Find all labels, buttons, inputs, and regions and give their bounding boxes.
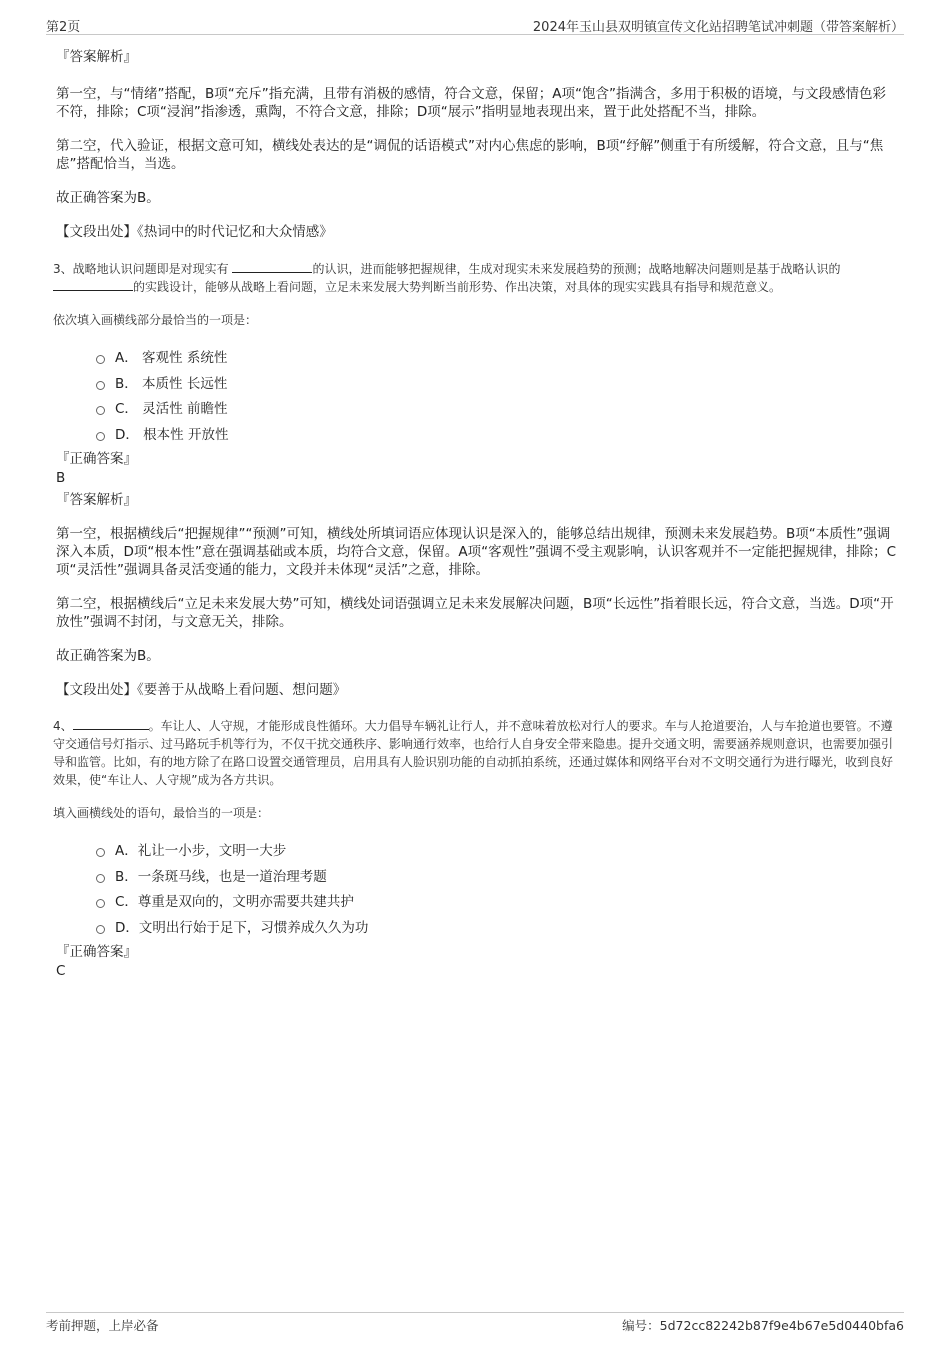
radio-icon[interactable] [96, 355, 105, 364]
q2-analysis-paragraph-1: 第一空，与“情绪”搭配，B项“充斥”指充满，且带有消极的感情，符合文意，保留；A项“饱含”指满含，多用于积极的语境，与文段感情色彩不符，排除；C项“浸润”指渗透，熏陶，不符合文意，排除；D项“展示”指明显地表现出来，置于此处搭配不当，排除。 [56, 86, 886, 120]
q4-option-a[interactable]: A．礼让一小步，文明一大步 [56, 839, 898, 865]
q4-option-b[interactable]: B．一条斑马线，也是一道治理考题 [56, 865, 898, 891]
q4-option-c[interactable]: C．尊重是双向的，文明亦需要共建共护 [56, 890, 898, 916]
q2-analysis-paragraph-2: 第二空，代入验证，根据文意可知，横线处表达的是“调侃的话语模式”对内心焦虑的影响，B项“纾解”侧重于有所缓解，符合文意，且与“焦虑”搭配恰当，当选。 [56, 138, 884, 172]
q2-source: 【文段出处】《热词中的时代记忆和大众情感》 [56, 224, 333, 240]
document-body [53, 44, 898, 980]
q4-blank [73, 717, 149, 730]
q3-answer: B [56, 470, 66, 486]
q2-conclusion: 故正确答案为B。 [56, 190, 160, 206]
q3-blank-1 [232, 260, 312, 273]
q3-analysis-paragraph-2: 第二空，根据横线后“立足未来发展大势”可知，横线处词语强调立足未来发展解决问题，B项“长远性”指着眼长远，符合文意，当选。D项“开放性”强调不封闭，与文意无关，排除。 [56, 596, 894, 630]
q3-option-c[interactable]: C． 灵活性 前瞻性 [56, 397, 898, 423]
q4-stem [53, 717, 898, 789]
q4-stem-part-1: 4、 [53, 719, 73, 733]
q4-option-d[interactable]: D．文明出行始于足下，习惯养成久久为功 [56, 916, 898, 942]
q4-prompt: 填入画横线处的语句，最恰当的一项是： [53, 806, 270, 820]
q3-options [56, 346, 898, 448]
q3-analysis-heading: 『答案解析』 [56, 492, 137, 508]
radio-icon[interactable] [96, 432, 105, 441]
radio-icon[interactable] [96, 874, 105, 883]
radio-icon[interactable] [96, 899, 105, 908]
q3-option-a[interactable]: A． 客观性 系统性 [56, 346, 898, 372]
radio-icon[interactable] [96, 848, 105, 857]
q3-stem-part-3: 的实践设计，能够从战略上看问题，立足未来发展大势判断当前形势、作出决策，对具体的现实实践具有指导和规范意义。 [133, 280, 782, 294]
radio-icon[interactable] [96, 406, 105, 415]
q3-stem-part-2: 的认识，进而能够把握规律，生成对现实未来发展趋势的预测；战略地解决问题则是基于战略认识的 [312, 262, 841, 276]
q3-blank-2 [53, 278, 133, 291]
page-footer [46, 1312, 904, 1335]
radio-icon[interactable] [96, 925, 105, 934]
q4-options [56, 839, 898, 941]
q3-option-d[interactable]: D． 根本性 开放性 [56, 423, 898, 449]
q2-analysis-heading: 『答案解析』 [56, 49, 137, 65]
q3-answer-heading: 『正确答案』 [56, 451, 137, 467]
footer-slogan: 考前押题，上岸必备 [46, 1318, 159, 1333]
document-id: 编号：5d72cc82242b87f9e4b67e5d0440bfa6 [622, 1318, 904, 1333]
q3-analysis-paragraph-1: 第一空，根据横线后“把握规律”“预测”可知，横线处所填词语应体现认识是深入的，能够总结出规律，预测未来发展趋势。B项“本质性”强调深入本质，D项“根本性”意在强调基础或本质，均符合文意，保留。A项“客观性”强调不受主观影响，认识客观并不一定能把握规律，排除；C项“灵活性”强调具备灵活变通的能力，文段并未体现“灵活”之意，排除。 [56, 526, 897, 578]
radio-icon[interactable] [96, 381, 105, 390]
document-title: 2024年玉山县双明镇宣传文化站招聘笔试冲刺题（带答案解析） [532, 20, 904, 35]
q3-source: 【文段出处】《要善于从战略上看问题、想问题》 [56, 682, 347, 698]
q3-stem-part-1: 3、战略地认识问题即是对现实有 [53, 262, 233, 276]
q3-conclusion: 故正确答案为B。 [56, 648, 160, 664]
q4-answer: C [56, 963, 66, 979]
q3-prompt: 依次填入画横线部分最恰当的一项是： [53, 313, 258, 327]
q3-stem [53, 260, 898, 296]
q3-option-b[interactable]: B． 本质性 长远性 [56, 372, 898, 398]
q4-answer-heading: 『正确答案』 [56, 944, 137, 960]
q4-stem-part-2: 。车让人、人守规，才能形成良性循环。大力倡导车辆礼让行人，并不意味着放松对行人的要求。车与人抢道要治，人与车抢道也要管。不遵守交通信号灯指示、过马路玩手机等行为，不仅干扰交通秩序、影响通行效率，也给行人自身安全带来隐患。提升交通文明，需要涵养规则意识，也需要加强引导和监管。比如，有的地方除了在路口设置交通管理员，启用具有人脸识别功能的自动抓拍系统，还通过媒体和网络平台对不文明交通行为进行曝光，收到良好效果，使“车让人、人守规”成为各方共识。 [53, 719, 894, 787]
page-header [46, 14, 904, 35]
page-number: 第2页 [46, 20, 81, 35]
